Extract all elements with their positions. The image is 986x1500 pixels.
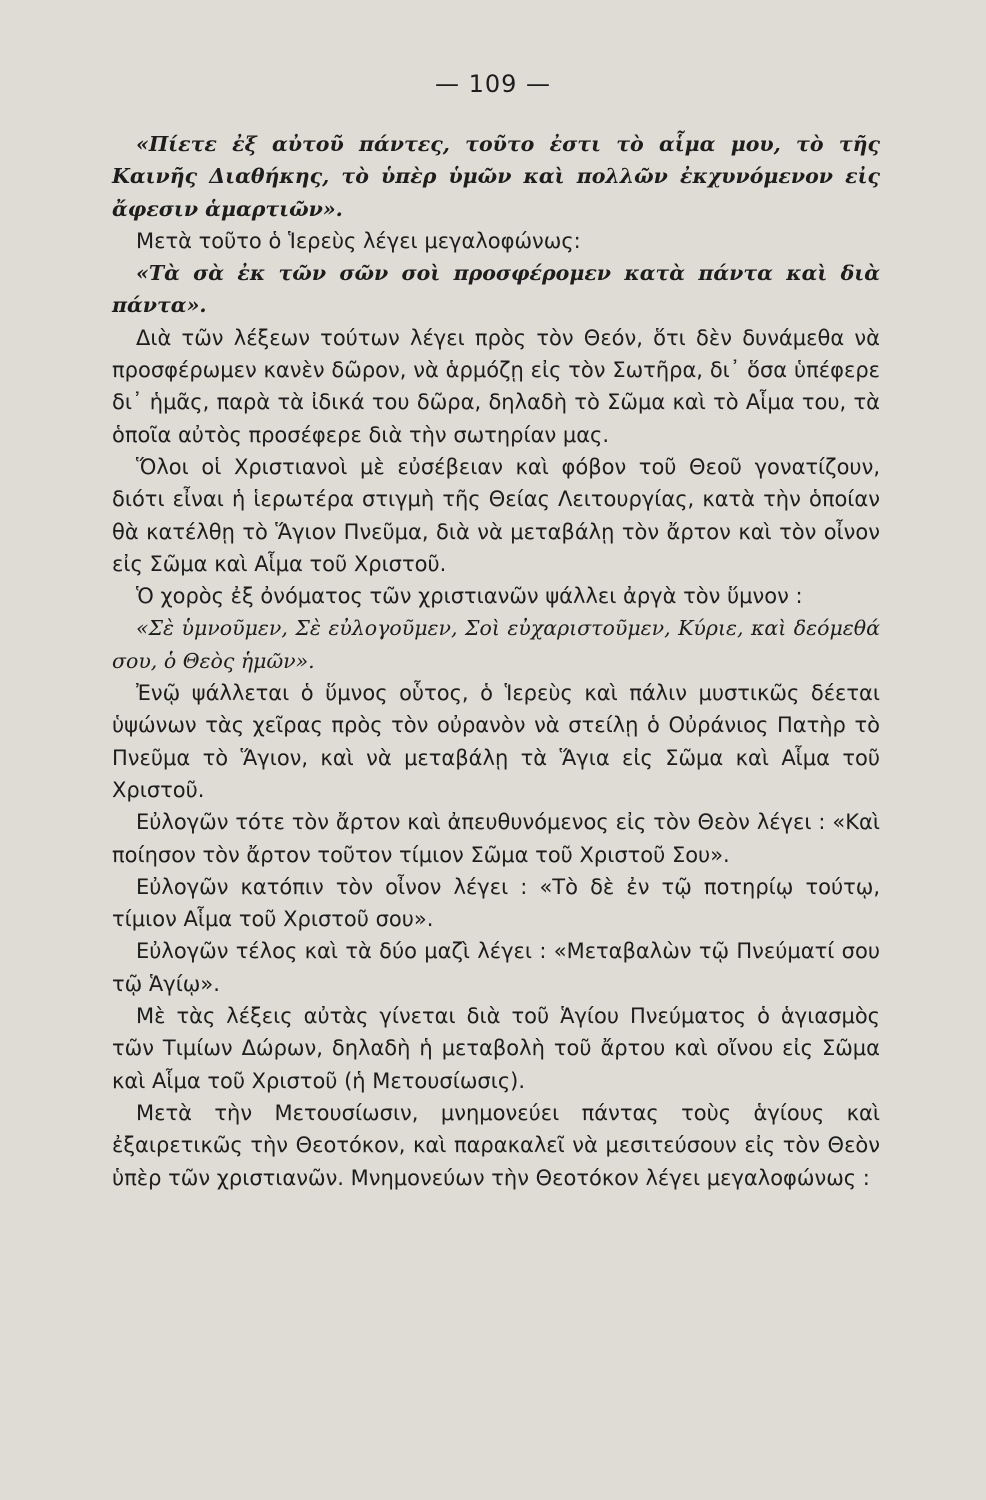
paragraph: Εὐλογῶν τότε τὸν ἄρτον καὶ ἀπευθυνόμενος εἰς τὸν Θεὸν λέγει : «Καὶ ποίησον τὸν ἄρτον τοῦτον τίμιον Σῶμα τοῦ Χριστοῦ Σου».: [112, 810, 880, 867]
paragraph: Μὲ τὰς λέξεις αὐτὰς γίνεται διὰ τοῦ Ἁγίου Πνεύματος ὁ ἁγιασμὸς τῶν Τιμίων Δώρων, δηλαδὴ ἡ μεταβολὴ τοῦ ἄρτου καὶ οἴνου εἰς Σῶμα καὶ Αἷμα τοῦ Χριστοῦ (ἡ Μετουσίωσις).: [112, 1004, 880, 1093]
paragraph: Εὐλογῶν κατόπιν τὸν οἶνον λέγει : «Τὸ δὲ ἐν τῷ ποτηρίῳ τούτῳ, τίμιον Αἷμα τοῦ Χριστοῦ σου».: [112, 874, 880, 932]
paragraph: Διὰ τῶν λέξεων τούτων λέγει πρὸς τὸν Θεόν, ὅτι δὲν δυνάμεθα νὰ προσφέρωμεν κανὲν δῶρον, νὰ ἁρμόζῃ εἰς τὸν Σωτῆρα, δι᾿ ὅσα ὑπέφερε δι᾿ ἡμᾶς, παρὰ τὰ ἰδικά του δῶρα, δηλαδὴ τὸ Σῶμα καὶ τὸ Αἷμα του, τὰ ὁποῖα αὐτὸς προσέφερε διὰ τὴν σωτηρίαν μας.: [112, 325, 880, 447]
paragraph: Ὁ χορὸς ἐξ ὀνόματος τῶν χριστιανῶν ψάλλει ἀργὰ τὸν ὕμνον :: [136, 584, 803, 609]
paragraph: Εὐλογῶν τέλος καὶ τὰ δύο μαζὶ λέγει : «Μεταβαλὼν τῷ Πνεύματί σου τῷ Ἁγίῳ».: [112, 939, 880, 996]
paragraph-quote-ta-sa: «Τὰ σὰ ἐκ τῶν σῶν σοὶ προσφέρομεν κατὰ πάντα καὶ διὰ πάντα».: [112, 261, 880, 318]
paragraph-quote-pietete: «Πίετε ἐξ αὐτοῦ πάντες, τοῦτο ἐστι τὸ αἷμα μου, τὸ τῆς Καινῆς Διαθήκης, τὸ ὑπὲρ ὑμῶν καὶ πολλῶν ἐκχυνόμενον εἰς ἄφεσιν ἁμαρτιῶν».: [112, 132, 880, 221]
paragraph-hymn: «Σὲ ὑμνοῦμεν, Σὲ εὐλογοῦμεν, Σοὶ εὐχαριστοῦμεν, Κύριε, καὶ δεόμεθά σου, ὁ Θεὸς ἡμῶν».: [112, 616, 880, 673]
paragraph: Ἐνῷ ψάλλεται ὁ ὕμνος οὗτος, ὁ Ἱερεὺς καὶ πάλιν μυστικῶς δέεται ὑψώνων τὰς χεῖρας πρὸς τὸν οὐρανὸν νὰ στείλῃ ὁ Οὐράνιος Πατὴρ τὸ Πνεῦμα τὸ Ἅγιον, καὶ νὰ μεταβάλῃ τὰ Ἅγια εἰς Σῶμα καὶ Αἷμα τοῦ Χριστοῦ.: [112, 681, 880, 802]
paragraph: Μετὰ τὴν Μετουσίωσιν, μνημονεύει πάντας τοὺς ἁγίους καὶ ἐξαιρετικῶς τὴν Θεοτόκον, καὶ παρακαλεῖ νὰ μεσιτεύσουν εἰς τὸν Θεὸν ὑπὲρ τῶν χριστιανῶν. Μνημονεύων τὴν Θεοτόκον λέγει μεγαλοφώνως :: [112, 1100, 880, 1190]
page-number: — 109 —: [434, 70, 552, 98]
paragraph: Μετὰ τοῦτο ὁ Ἱερεὺς λέγει μεγαλοφώνως:: [136, 228, 581, 253]
body-text: [112, 128, 880, 1194]
paragraph: Ὅλοι οἱ Χριστιανοὶ μὲ εὐσέβειαν καὶ φόβον τοῦ Θεοῦ γονατίζουν, διότι εἶναι ἡ ἱερωτέρα στιγμὴ τῆς Θείας Λειτουργίας, κατὰ τὴν ὁποίαν θὰ κατέλθῃ τὸ Ἅγιον Πνεῦμα, διὰ νὰ μεταβάλῃ τὸν ἄρτον καὶ τὸν οἶνον εἰς Σῶμα καὶ Αἷμα τοῦ Χριστοῦ.: [112, 454, 880, 576]
